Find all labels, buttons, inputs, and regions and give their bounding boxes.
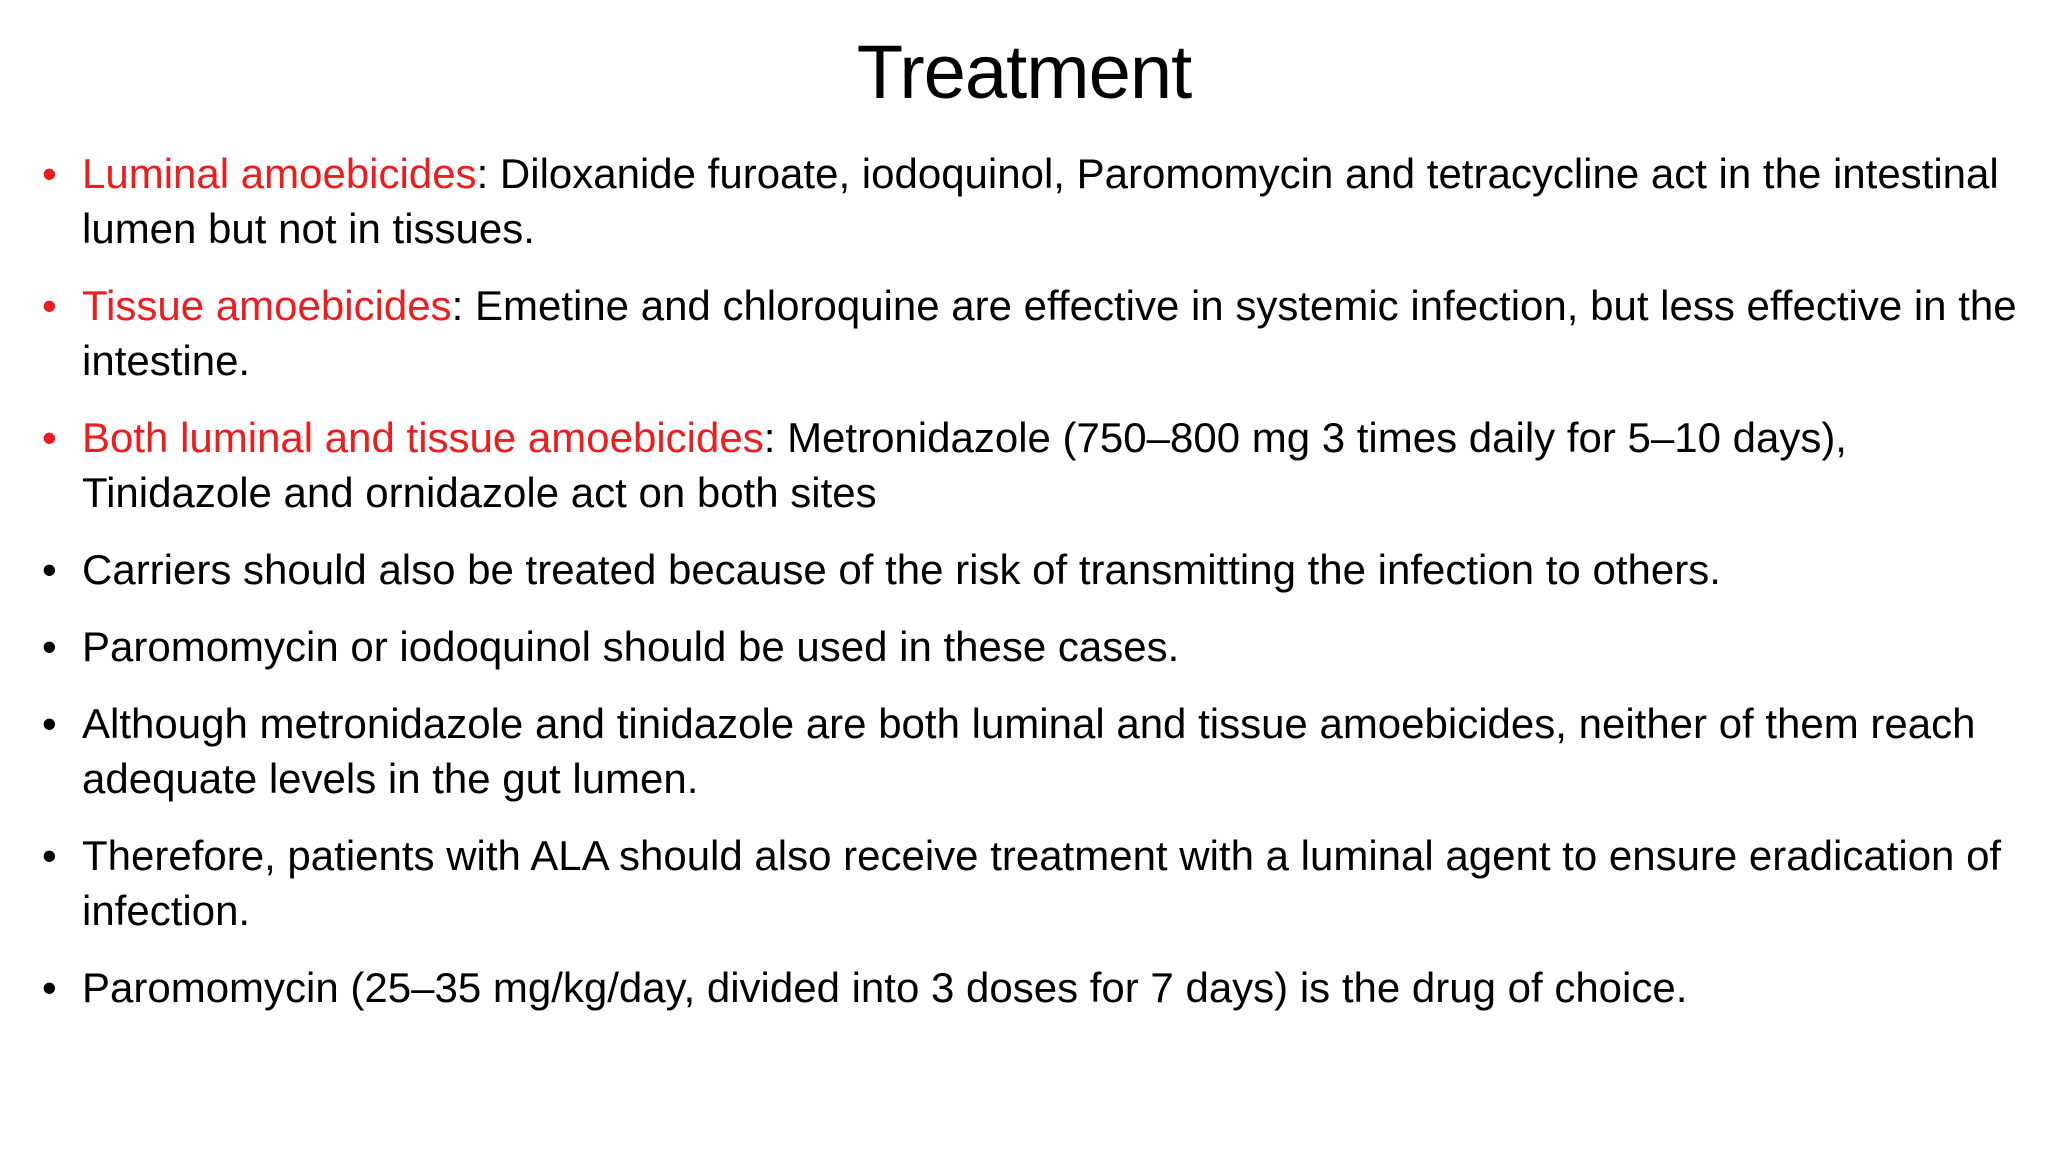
bullet-text: : Metronidazole (750–800 mg 3 times daily for 5–10 days), Tinidazole and ornidazole act on both sites (82, 414, 1847, 516)
bullet-item-drug-of-choice (34, 960, 2024, 1015)
bullet-text: Paromomycin or iodoquinol should be used in these cases. (82, 623, 1180, 670)
bullet-term: Tissue amoebicides (82, 282, 452, 329)
bullet-item-carriers (34, 542, 2024, 597)
bullet-item-therefore (34, 828, 2024, 938)
bullet-dot-icon: • (42, 282, 57, 329)
bullet-dot-icon: • (42, 832, 57, 879)
bullet-item-although (34, 696, 2024, 806)
bullet-text: : Diloxanide furoate, iodoquinol, Paromomycin and tetracycline act in the intestinal lumen but not in tissues. (82, 150, 1999, 252)
bullet-item-both (34, 410, 2024, 520)
bullet-text: Carriers should also be treated because of the risk of transmitting the infection to others. (82, 546, 1721, 593)
bullet-list (34, 146, 2024, 1037)
bullet-term: Both luminal and tissue amoebicides (82, 414, 764, 461)
bullet-dot-icon: • (42, 546, 57, 593)
slide-title: Treatment (856, 30, 1192, 115)
bullet-dot-icon: • (42, 623, 57, 670)
bullet-dot-icon: • (42, 700, 57, 747)
bullet-item-paromomycin-cases (34, 619, 2024, 674)
bullet-dot-icon: • (42, 964, 57, 1011)
bullet-dot-icon: • (42, 150, 57, 197)
bullet-text: : Emetine and chloroquine are effective in systemic infection, but less effective in the intestine. (82, 282, 2017, 384)
bullet-dot-icon: • (42, 414, 57, 461)
bullet-text: Therefore, patients with ALA should also receive treatment with a luminal agent to ensure eradication of infection. (82, 832, 2002, 934)
bullet-text: Paromomycin (25–35 mg/kg/day, divided into 3 doses for 7 days) is the drug of choice. (82, 964, 1688, 1011)
bullet-item-luminal (34, 146, 2024, 256)
bullet-text: Although metronidazole and tinidazole are both luminal and tissue amoebicides, neither of them reach adequate levels in the gut lumen. (82, 700, 1976, 802)
bullet-term: Luminal amoebicides (82, 150, 477, 197)
bullet-item-tissue (34, 278, 2024, 388)
